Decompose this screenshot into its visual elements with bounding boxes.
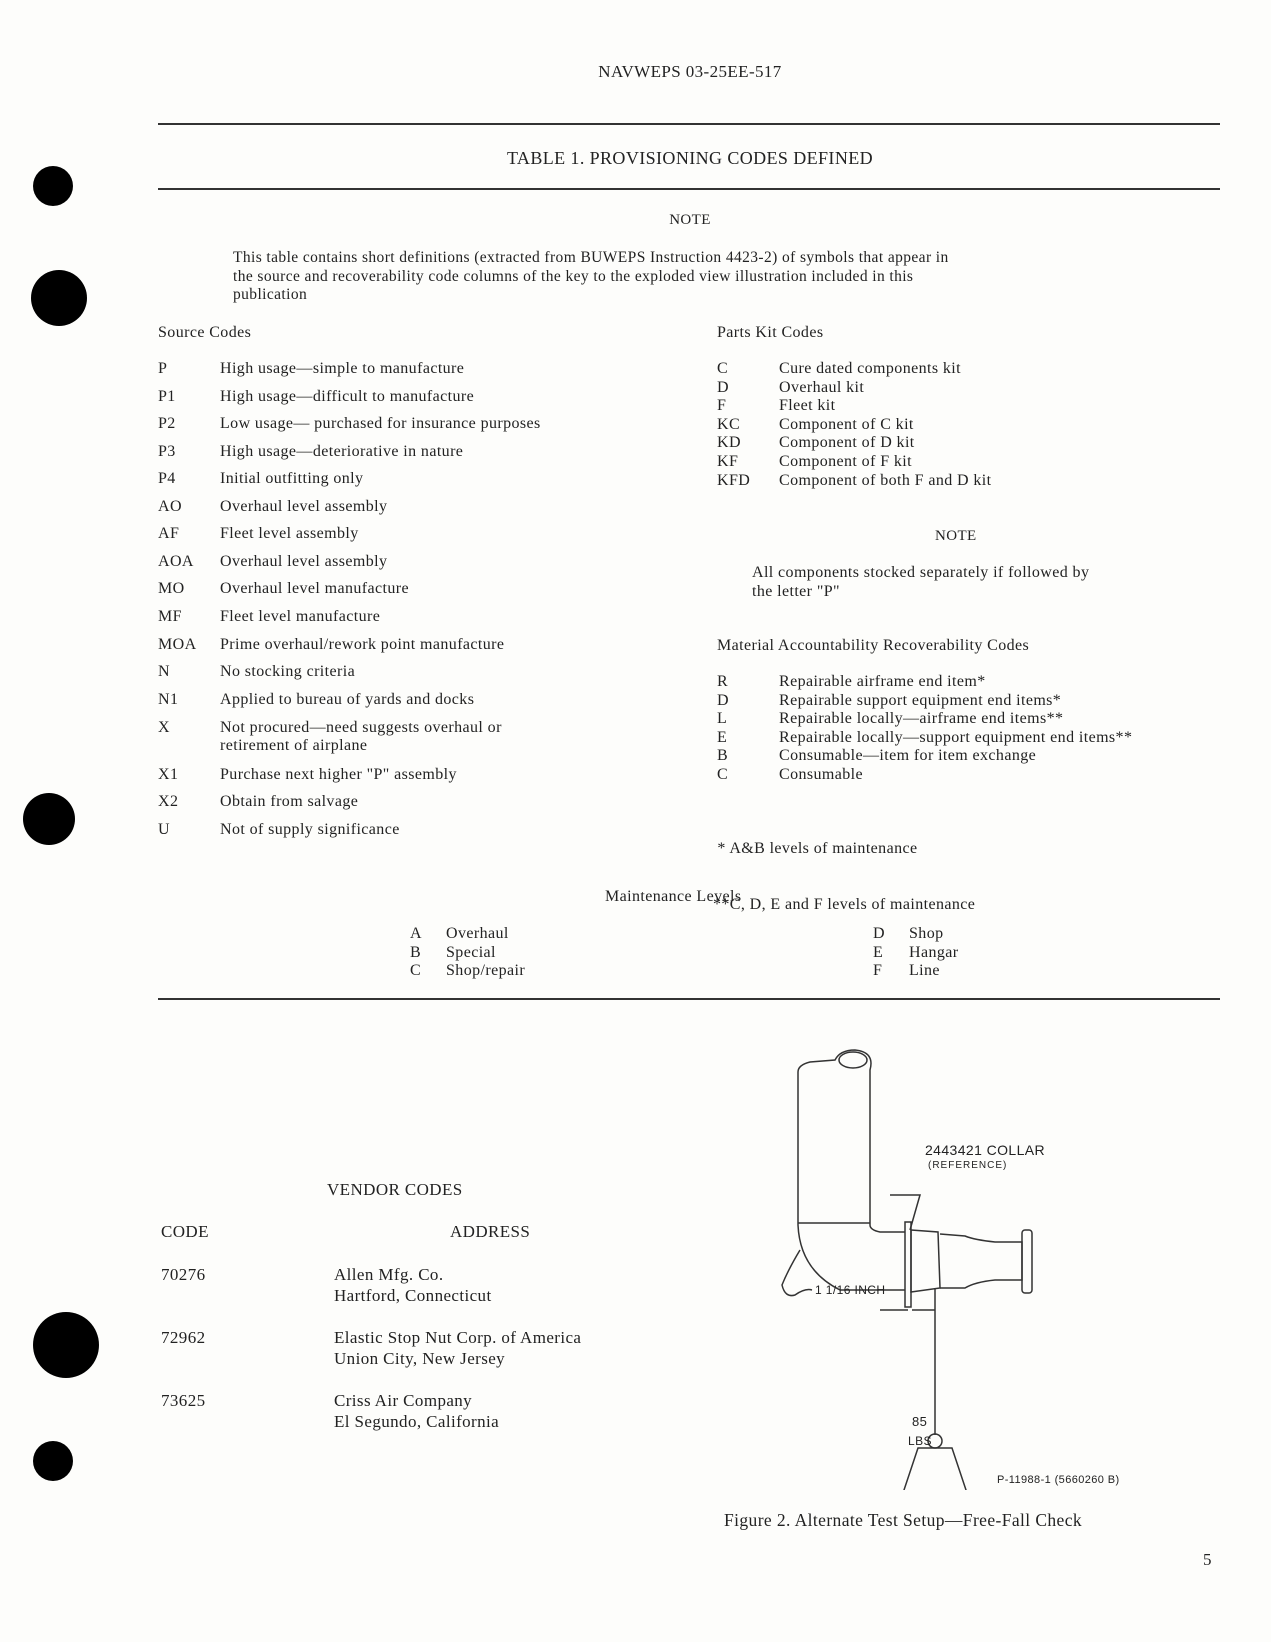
document-header: NAVWEPS 03-25EE-517	[598, 62, 782, 81]
nozzle-flange	[1022, 1230, 1032, 1293]
code-description: Hangar	[909, 943, 959, 961]
code: F	[873, 962, 883, 979]
divider	[158, 123, 1220, 125]
code: D	[873, 925, 885, 942]
code-description: Repairable locally—support equipment end items**	[779, 728, 1133, 746]
code-description: Initial outfitting only	[220, 470, 364, 487]
code: F	[717, 397, 727, 415]
vendor-title: VENDOR CODES	[327, 1180, 463, 1199]
code-description: Overhaul level manufacture	[220, 580, 409, 597]
code: C	[717, 766, 729, 783]
note-line: All components stocked separately if followed by	[752, 564, 1090, 581]
code: AO	[158, 498, 182, 515]
code: X	[158, 719, 170, 736]
code: B	[717, 747, 729, 765]
code-description: Shop	[909, 925, 944, 942]
code: C	[717, 360, 729, 377]
code: MO	[158, 580, 185, 597]
maintenance-title: Maintenance Levels	[605, 888, 742, 905]
vendor-name: Criss Air Company	[334, 1391, 473, 1410]
code-description: Consumable	[779, 766, 863, 783]
code-description: Repairable locally—airframe end items**	[779, 710, 1064, 728]
code: KF	[717, 453, 739, 470]
vendor-location: Hartford, Connecticut	[334, 1286, 492, 1305]
code-description: Purchase next higher "P" assembly	[220, 766, 457, 783]
code: R	[717, 673, 729, 690]
vendor-col-address: ADDRESS	[450, 1222, 531, 1241]
punch-hole	[23, 793, 75, 845]
code-description: Prime overhaul/rework point manufacture	[220, 636, 505, 653]
code-description: Component of D kit	[779, 434, 915, 452]
code: KFD	[717, 471, 751, 489]
weight-unit: LBS	[908, 1434, 932, 1448]
note-title: NOTE	[669, 212, 711, 228]
code: KD	[717, 434, 741, 452]
table-title: TABLE 1. PROVISIONING CODES DEFINED	[506, 148, 874, 168]
code-description: Special	[446, 943, 496, 961]
figure-caption: Figure 2. Alternate Test Setup—Free-Fall Check	[724, 1510, 1083, 1530]
code: MOA	[158, 636, 197, 653]
code: E	[717, 728, 728, 746]
code: KC	[717, 415, 741, 433]
vendor-code: 70276	[161, 1265, 206, 1284]
punch-hole	[33, 1441, 73, 1481]
code: MF	[158, 608, 182, 625]
page-number: 5	[1203, 1550, 1212, 1569]
code: D	[717, 691, 729, 709]
punch-hole	[31, 270, 87, 326]
code: P	[158, 360, 168, 377]
code-description: Overhaul	[446, 925, 509, 942]
code: P1	[158, 388, 176, 405]
note-line: the letter "P"	[752, 582, 840, 600]
vendor-location: El Segundo, California	[334, 1412, 500, 1431]
test-setup-drawing	[760, 1030, 1180, 1490]
code-description: Fleet level assembly	[220, 525, 359, 542]
code: B	[410, 943, 422, 961]
vendor-name: Elastic Stop Nut Corp. of America	[334, 1328, 582, 1347]
note-line: This table contains short definitions (extracted from BUWEPS Instruction 4423-2) of symbols that appear in	[233, 249, 949, 266]
code-description: Applied to bureau of yards and docks	[220, 691, 475, 708]
recoverability-title: Material Accountability Recoverability Codes	[717, 637, 1030, 654]
code-description: Not procured—need suggests overhaul or	[220, 719, 502, 736]
code-description: Fleet level manufacture	[220, 608, 381, 625]
code-description: Fleet kit	[779, 397, 836, 415]
weight-number: 85	[912, 1414, 928, 1429]
code-description: Overhaul level assembly	[220, 498, 388, 515]
note2-text	[752, 564, 1089, 601]
code: P2	[158, 415, 176, 432]
code-description: Shop/repair	[446, 962, 526, 979]
code: AOA	[158, 553, 194, 570]
divider	[158, 998, 1220, 1000]
nozzle	[940, 1234, 1022, 1288]
source-codes-title: Source Codes	[158, 324, 252, 341]
code: P3	[158, 443, 176, 460]
code: X2	[158, 793, 179, 810]
code: N	[158, 663, 170, 680]
code: X1	[158, 766, 179, 783]
code-description: Component of both F and D kit	[779, 471, 992, 489]
code: C	[410, 962, 422, 979]
elbow-outline	[798, 1072, 905, 1290]
footnote: * A&B levels of maintenance	[713, 840, 918, 857]
code-description: Low usage— purchased for insurance purposes	[220, 415, 541, 432]
note-line: publication	[233, 286, 308, 303]
code: D	[717, 378, 729, 396]
code: P4	[158, 470, 176, 487]
divider	[158, 188, 1220, 190]
vendor-code: 73625	[161, 1391, 206, 1410]
punch-hole	[33, 1312, 99, 1378]
code: A	[410, 925, 422, 942]
code-description: Obtain from salvage	[220, 793, 359, 810]
tube-outline	[798, 1050, 905, 1232]
code-description: Cure dated components kit	[779, 360, 961, 377]
note2-title: NOTE	[935, 528, 977, 544]
code-description: Overhaul kit	[779, 378, 865, 396]
footnote: **C, D, E and F levels of maintenance	[713, 895, 976, 913]
collar-callout: 2443421 COLLAR	[925, 1142, 1046, 1158]
collar	[905, 1222, 911, 1307]
vendor-code: 72962	[161, 1328, 206, 1347]
tube-opening	[839, 1052, 867, 1068]
code-description: Not of supply significance	[220, 821, 400, 838]
code-description: retirement of airplane	[220, 737, 368, 754]
sleeve	[911, 1230, 940, 1292]
punch-hole	[33, 166, 73, 206]
code-description: Repairable airframe end item*	[779, 673, 986, 690]
collar-callout-sub: (REFERENCE)	[928, 1160, 1008, 1171]
code-description: Overhaul level assembly	[220, 553, 388, 570]
code-description: Consumable—item for item exchange	[779, 747, 1037, 765]
code-description: High usage—difficult to manufacture	[220, 388, 475, 405]
code: N1	[158, 691, 179, 708]
code-description: Line	[909, 962, 940, 979]
code-description: Component of F kit	[779, 453, 912, 470]
vendor-location: Union City, New Jersey	[334, 1349, 506, 1368]
code-description: High usage—deteriorative in nature	[220, 443, 464, 460]
note-text	[233, 249, 949, 305]
code: L	[717, 710, 728, 728]
code-description: No stocking criteria	[220, 663, 356, 680]
note-line: the source and recoverability code columns of the key to the exploded view illustration included in this	[233, 267, 914, 285]
code: U	[158, 821, 170, 838]
code-description: Component of C kit	[779, 415, 914, 433]
parts-kit-title: Parts Kit Codes	[717, 324, 824, 341]
code: AF	[158, 525, 180, 542]
weight	[900, 1448, 970, 1490]
code-description: High usage—simple to manufacture	[220, 360, 465, 377]
drawing-number: P-11988-1 (5660260 B)	[997, 1474, 1120, 1486]
code-description: Repairable support equipment end items*	[779, 691, 1062, 709]
vendor-col-code: CODE	[161, 1222, 209, 1241]
vendor-name: Allen Mfg. Co.	[334, 1265, 444, 1284]
code: E	[873, 943, 884, 961]
dimension-label: 1 1/16 INCH	[815, 1283, 886, 1297]
lug-outline	[782, 1250, 812, 1296]
